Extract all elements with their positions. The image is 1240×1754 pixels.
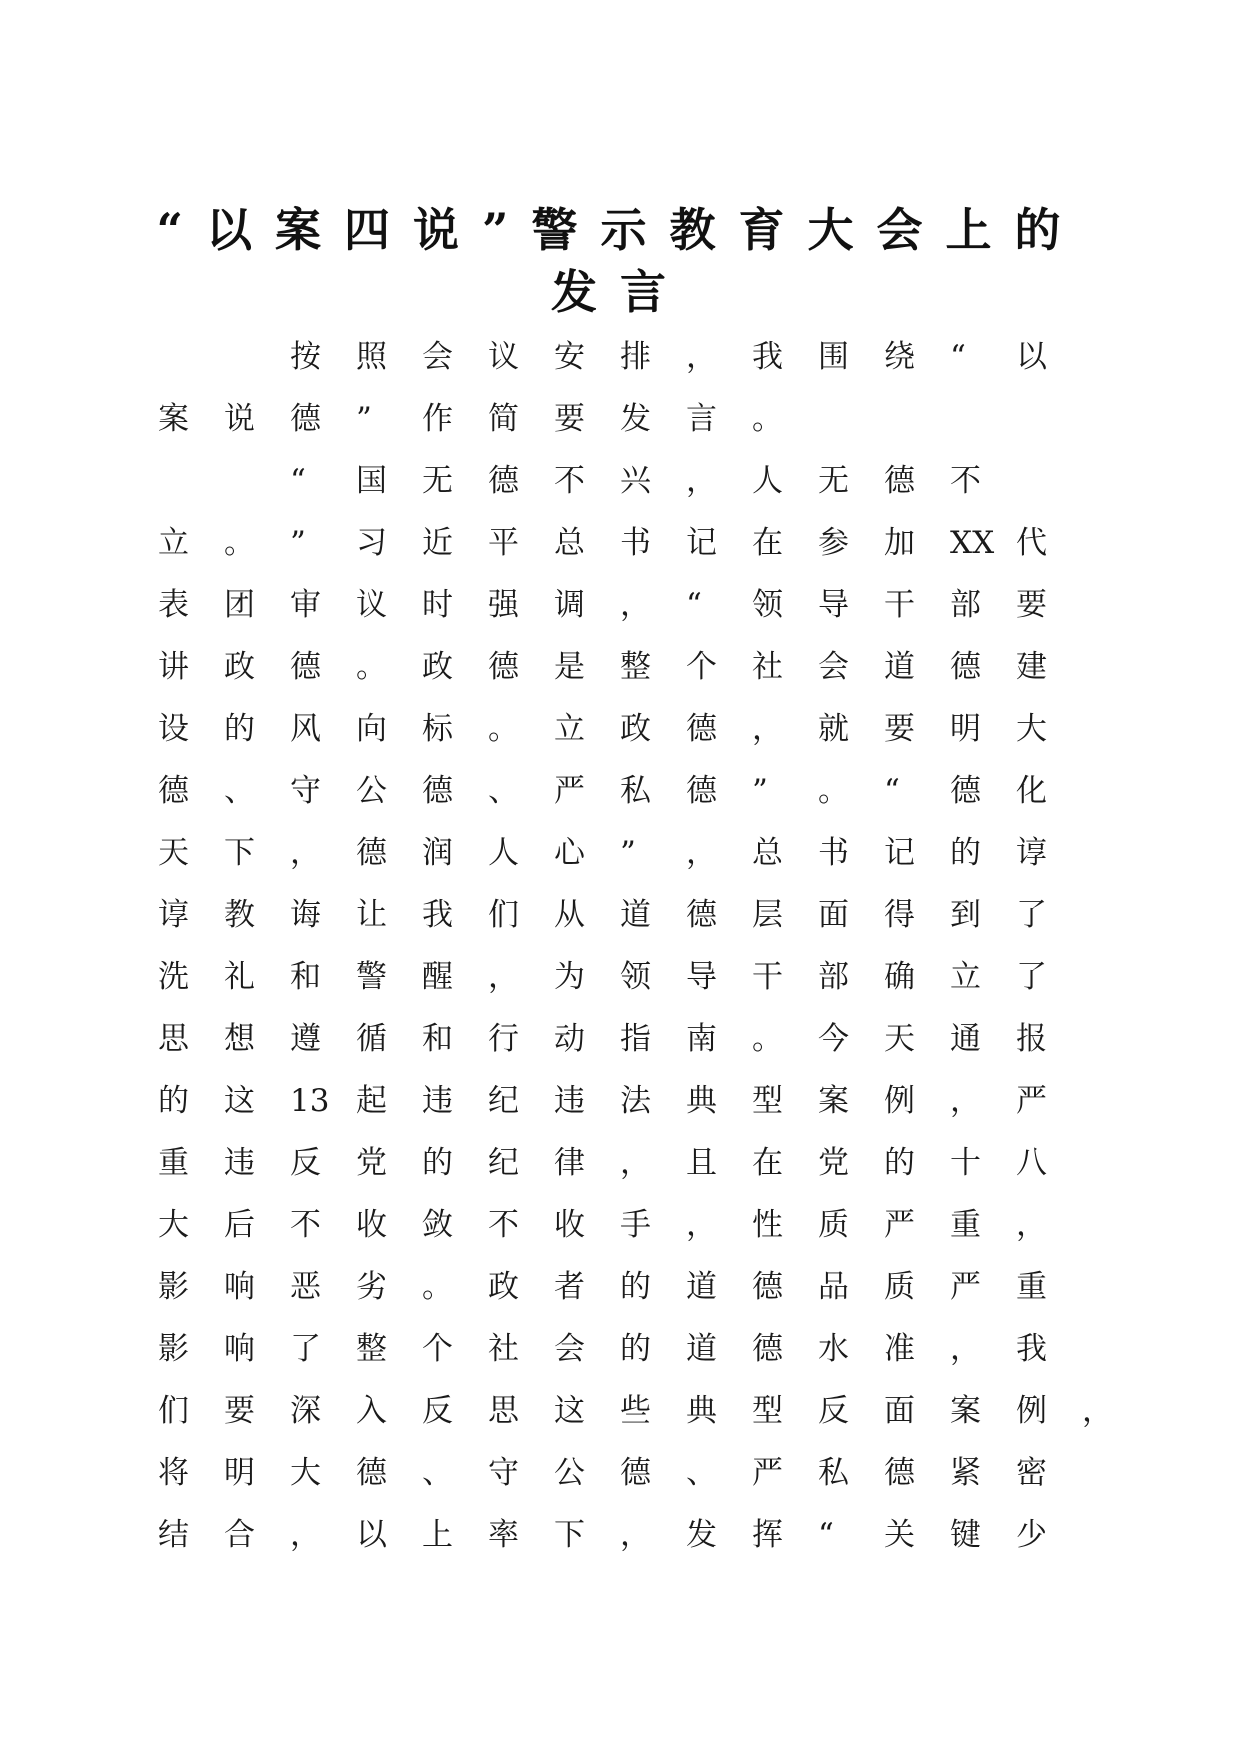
body-line: 按 照 会 议 安 排 ， 我 围 绕 “ 以	[290, 339, 1047, 375]
body-line: 影 响 了 整 个 社 会 的 道 德 水 准 ， 我	[158, 1331, 1047, 1367]
body-line: 结 合 ， 以 上 率 下 ， 发 挥 “ 关 键 少	[158, 1517, 1047, 1553]
body-line: 大 后 不 收 敛 不 收 手 ， 性 质 严 重 ，	[158, 1207, 1047, 1243]
body-line: 们 要 深 入 反 思 这 些 典 型 反 面 案 例 ，	[158, 1393, 1113, 1429]
body-line: 思 想 遵 循 和 行 动 指 南 。 今 天 通 报	[158, 1021, 1047, 1057]
body-line: 天 下 ， 德 润 人 心 ” ， 总 书 记 的 谆	[158, 835, 1047, 871]
document-title-line-1: “以案四说”警示教育大会上的	[156, 203, 1084, 257]
body-line: 设 的 风 向 标 。 立 政 德 ， 就 要 明 大	[158, 711, 1047, 747]
body-line: 谆 教 诲 让 我 们 从 道 德 层 面 得 到 了	[158, 897, 1047, 933]
body-line: 立 。 ” 习 近 平 总 书 记 在 参 加 XX 代	[158, 525, 1047, 561]
body-line: 将 明 大 德 、 守 公 德 、 严 私 德 紧 密	[158, 1455, 1047, 1491]
document-title-line-2: 发言	[551, 265, 689, 319]
body-line: “ 国 无 德 不 兴 ， 人 无 德 不	[290, 463, 981, 499]
body-line: 洗 礼 和 警 醒 ， 为 领 导 干 部 确 立 了	[158, 959, 1047, 995]
body-line: 重 违 反 党 的 纪 律 ， 且 在 党 的 十 八	[158, 1145, 1047, 1181]
body-line: 讲 政 德 。 政 德 是 整 个 社 会 道 德 建	[158, 649, 1047, 685]
body-line: 的 这 13 起 违 纪 违 法 典 型 案 例 ， 严	[158, 1083, 1047, 1119]
body-line: 表 团 审 议 时 强 调 ， “ 领 导 干 部 要	[158, 587, 1047, 623]
body-line: 德 、 守 公 德 、 严 私 德 ” 。 “ 德 化	[158, 773, 1047, 809]
body-line: 案 说 德 ” 作 简 要 发 言 。	[158, 401, 783, 437]
body-line: 影 响 恶 劣 。 政 者 的 道 德 品 质 严 重	[158, 1269, 1047, 1305]
